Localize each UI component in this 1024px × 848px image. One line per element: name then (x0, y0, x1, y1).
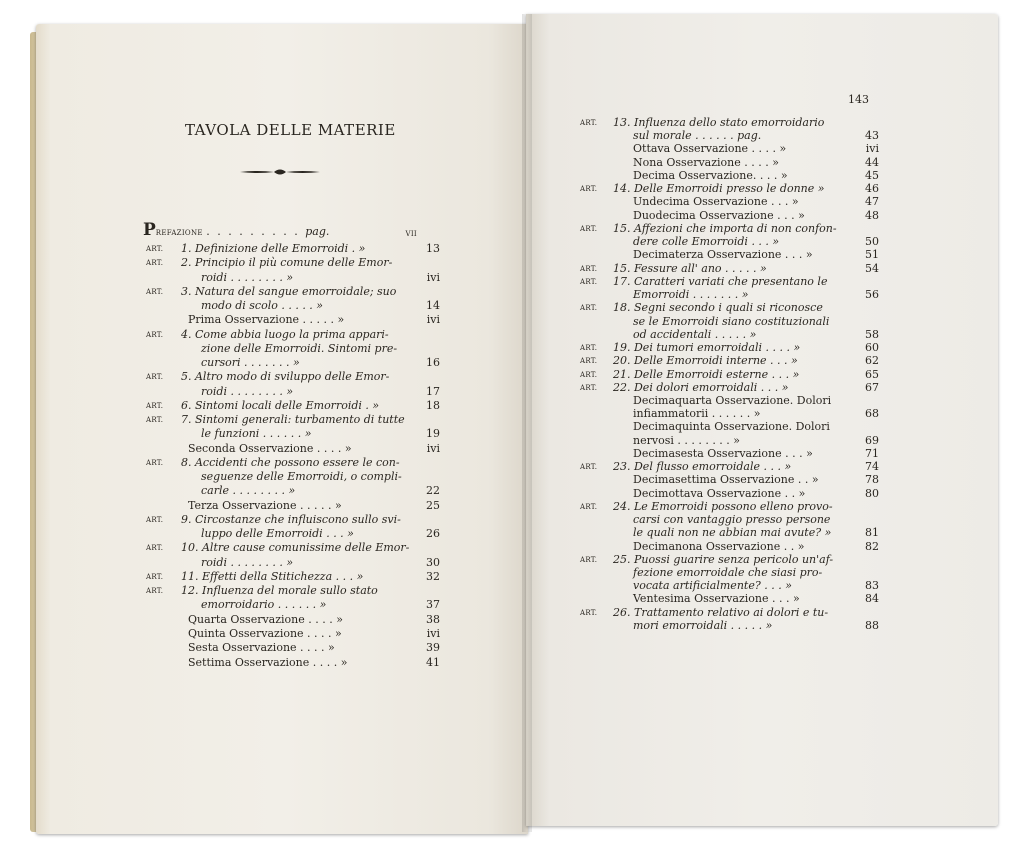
art-label: ART. (580, 383, 598, 392)
page-ref: 51 (865, 248, 879, 262)
page-ref: 32 (426, 569, 440, 583)
page-ref: 46 (865, 182, 879, 196)
page-ref: 26 (426, 527, 440, 541)
art-label: ART. (146, 330, 164, 339)
toc-line: 23. Del flusso emorroidale . . . » (613, 460, 792, 474)
toc-line: Decimasettima Osservazione . . » (633, 473, 819, 487)
art-label: ART. (146, 259, 164, 268)
toc-line: modo di scolo . . . . . » (201, 299, 324, 312)
toc-line: 4. Come abbia luogo la prima appari- (181, 327, 389, 341)
page-ref: 81 (865, 526, 879, 540)
toc-line: 2. Principio il più comune delle Emor- (181, 256, 393, 270)
toc-line: 15. Fessure all' ano . . . . . » (613, 261, 767, 275)
toc-line: fezione emorroidale che siasi pro- (633, 566, 823, 579)
toc-line: Decimaquarta Osservazione. Dolori (633, 394, 832, 407)
page-ref: 50 (865, 235, 879, 249)
toc-line: se le Emorroidi siano costituzionali (633, 314, 830, 328)
art-label: ART. (146, 401, 164, 410)
art-label: ART. (146, 515, 164, 524)
toc-line: 25. Puossi guarire senza pericolo un'af- (613, 552, 834, 566)
art-label: ART. (580, 608, 598, 617)
toc-line: 26. Trattamento relativo ai dolori e tu- (613, 605, 829, 619)
art-label: ART. (146, 587, 164, 596)
art-label: ART. (580, 463, 598, 472)
toc-line: 8. Accidenti che possono essere le con- (181, 455, 400, 469)
toc-line: carle . . . . . . . . » (201, 484, 296, 498)
toc-line: roidi . . . . . . . . » (201, 270, 294, 284)
toc-line: nervosi . . . . . . . . » (633, 433, 741, 447)
art-label: ART. (580, 264, 598, 273)
art-label: ART. (580, 304, 598, 313)
toc-line: 6. Sintomi locali delle Emorroidi . » (181, 398, 380, 412)
page-ref: 43 (865, 129, 879, 143)
page-ref: 54 (865, 261, 879, 275)
page-ref: 68 (865, 407, 879, 421)
toc-line: Seconda Osservazione . . . . » (188, 441, 352, 455)
page-ref: ivi (426, 313, 440, 327)
toc-line: infiammatorii . . . . . . » (633, 407, 761, 421)
art-label: ART. (580, 357, 598, 366)
toc-line: Prima Osservazione . . . . . » (188, 313, 345, 327)
art-label: ART. (146, 373, 164, 382)
toc-line: 11. Effetti della Stitichezza . . . » (181, 569, 364, 583)
page-ref: 39 (426, 641, 440, 655)
toc-line: Nona Osservazione . . . . » (633, 155, 779, 169)
art-label: ART. (146, 245, 164, 253)
toc-line: 10. Altre cause comunissime delle Emor- (181, 541, 410, 555)
drop-cap: P (143, 220, 156, 240)
toc-line: Sesta Osservazione . . . . » (188, 641, 335, 655)
page-ref: 14 (426, 299, 440, 312)
art-label: ART. (580, 119, 598, 127)
art-label: ART. (580, 185, 598, 194)
toc-line: 9. Circostanze che influiscono sullo svi- (181, 512, 401, 526)
toc-line: le funzioni . . . . . . » (201, 427, 312, 441)
toc-line: Duodecima Osservazione . . . » (633, 208, 805, 222)
toc-line: 15. Affezioni che importa di non confon- (613, 221, 837, 235)
art-label: ART. (146, 416, 164, 425)
page-ref: 16 (426, 356, 440, 369)
toc-line: 18. Segni secondo i quali si riconosce (613, 301, 823, 315)
toc-line: Ventesima Osservazione . . . » (633, 592, 800, 606)
page-ref: ivi (426, 270, 440, 284)
toc-line: 5. Altro modo di sviluppo delle Emor- (181, 370, 390, 384)
page-ref: 74 (865, 460, 879, 474)
page-ref: 58 (865, 327, 879, 341)
toc-line: 19. Dei tumori emorroidali . . . . » (613, 341, 801, 354)
page-ref: 83 (865, 579, 879, 593)
toc-line: sul morale . . . . . . pag. (633, 129, 762, 143)
toc-line: 13. Influenza dello stato emorroidario (613, 116, 825, 129)
page-ref: 88 (865, 618, 879, 632)
page-ref: 19 (426, 427, 440, 441)
toc-line: 1. Definizione delle Emorroidi . » (181, 242, 366, 255)
page-ref: 71 (865, 446, 879, 460)
toc-line: Emorroidi . . . . . . . » (633, 288, 749, 302)
toc-line: cursori . . . . . . . » (201, 356, 300, 369)
toc-line: 20. Delle Emorroidi interne . . . » (613, 354, 798, 368)
toc-line: Undecima Osservazione . . . » (633, 195, 799, 209)
pag-label: pag. (305, 225, 330, 238)
toc-line: Decimaterza Osservazione . . . » (633, 248, 813, 262)
page-number: 143 (848, 93, 869, 106)
art-label: ART. (146, 458, 164, 467)
art-label: ART. (146, 287, 164, 296)
toc-line: roidi . . . . . . . . » (201, 384, 294, 398)
page-ref: ivi (426, 627, 440, 640)
toc-line: 12. Influenza del morale sullo stato (181, 584, 378, 598)
art-label: ART. (580, 277, 598, 286)
art-label: ART. (146, 544, 164, 553)
toc-line: dere colle Emorroidi . . . » (633, 235, 780, 249)
toc-line: mori emorroidali . . . . . » (633, 618, 773, 632)
page-ref: 44 (865, 155, 879, 169)
toc-line: 7. Sintomi generali: turbamento di tutte (181, 413, 405, 427)
toc-line: Quarta Osservazione . . . . » (188, 612, 343, 626)
page-ref: 38 (426, 612, 440, 626)
page-ref: 41 (426, 655, 440, 669)
page-ref: 30 (426, 555, 440, 569)
toc-line: 21. Delle Emorroidi esterne . . . » (613, 367, 800, 381)
art-label: ART. (580, 370, 598, 379)
toc-line: 3. Natura del sangue emorroidale; suo (181, 284, 397, 298)
toc-line: seguenze delle Emorroidi, o compli- (201, 470, 402, 484)
page-ref: 48 (865, 208, 879, 222)
page-ref: 84 (865, 592, 879, 606)
toc-line: Decimanona Osservazione . . » (633, 539, 805, 553)
toc-line: 17. Caratteri variati che presentano le (613, 274, 828, 288)
toc-line: Terza Osservazione . . . . . » (188, 498, 342, 512)
page-ref: 25 (426, 498, 440, 512)
toc-line: Decimaquinta Osservazione. Dolori (633, 420, 830, 434)
page-title: TAVOLA DELLE MATERIE (185, 121, 396, 139)
preface-number: VII (405, 230, 417, 238)
page-ref: 18 (426, 398, 440, 412)
page-ref: 17 (426, 384, 440, 398)
toc-line: Decimasesta Osservazione . . . » (633, 446, 813, 460)
toc-line: 24. Le Emorroidi possono elleno provo- (613, 499, 833, 513)
page-ref: ivi (865, 142, 879, 156)
art-label: ART. (580, 224, 598, 233)
toc-line: carsi con vantaggio presso persone (633, 513, 831, 527)
toc-line: zione delle Emorroidi. Sintomi pre- (201, 341, 398, 355)
toc-line: od accidentali . . . . . » (633, 327, 757, 341)
page-ref: 56 (865, 288, 879, 302)
toc-line: vocata artificialmente? . . . » (633, 579, 792, 593)
toc-line: Decima Osservazione. . . . » (633, 168, 788, 182)
toc-line: Quinta Osservazione . . . . » (188, 627, 342, 640)
art-label: ART. (580, 344, 598, 352)
art-label: ART. (580, 502, 598, 511)
page-ref: 45 (865, 168, 879, 182)
preface-label: REFAZIONE (155, 229, 203, 237)
page-ref: 37 (426, 598, 440, 612)
page-ref: 65 (865, 367, 879, 381)
toc-line: roidi . . . . . . . . » (201, 555, 294, 569)
page-ref: ivi (426, 441, 440, 455)
page-ref: 62 (865, 354, 879, 368)
toc-line: Settima Osservazione . . . . » (188, 655, 348, 669)
page-ref: 13 (426, 242, 440, 255)
art-label: ART. (146, 572, 164, 581)
page-ref: 78 (865, 473, 879, 487)
page-ref: 67 (865, 380, 879, 394)
art-label: ART. (580, 555, 598, 564)
page-ref: 82 (865, 539, 879, 553)
book-gutter (522, 14, 532, 832)
page-ref: 47 (865, 195, 879, 209)
toc-line: Ottava Osservazione . . . . » (633, 142, 787, 156)
page-ref: 80 (865, 486, 879, 500)
page-ref: 22 (426, 484, 440, 498)
page-ref: 60 (865, 341, 879, 354)
preface-entry: PREFAZIONE . . . . . . . . . pag. (143, 220, 330, 240)
toc-line: luppo delle Emorroidi . . . » (201, 527, 354, 541)
toc-line: 22. Dei dolori emorroidali . . . » (613, 380, 789, 394)
toc-line: Decimottava Osservazione . . » (633, 486, 806, 500)
toc-line: le quali non ne abbian mai avute? » (633, 526, 832, 540)
toc-line: 14. Delle Emorroidi presso le donne » (613, 182, 825, 196)
page-ref: 69 (865, 433, 879, 447)
ornament-divider (238, 166, 322, 178)
toc-line: emorroidario . . . . . . » (201, 598, 327, 612)
